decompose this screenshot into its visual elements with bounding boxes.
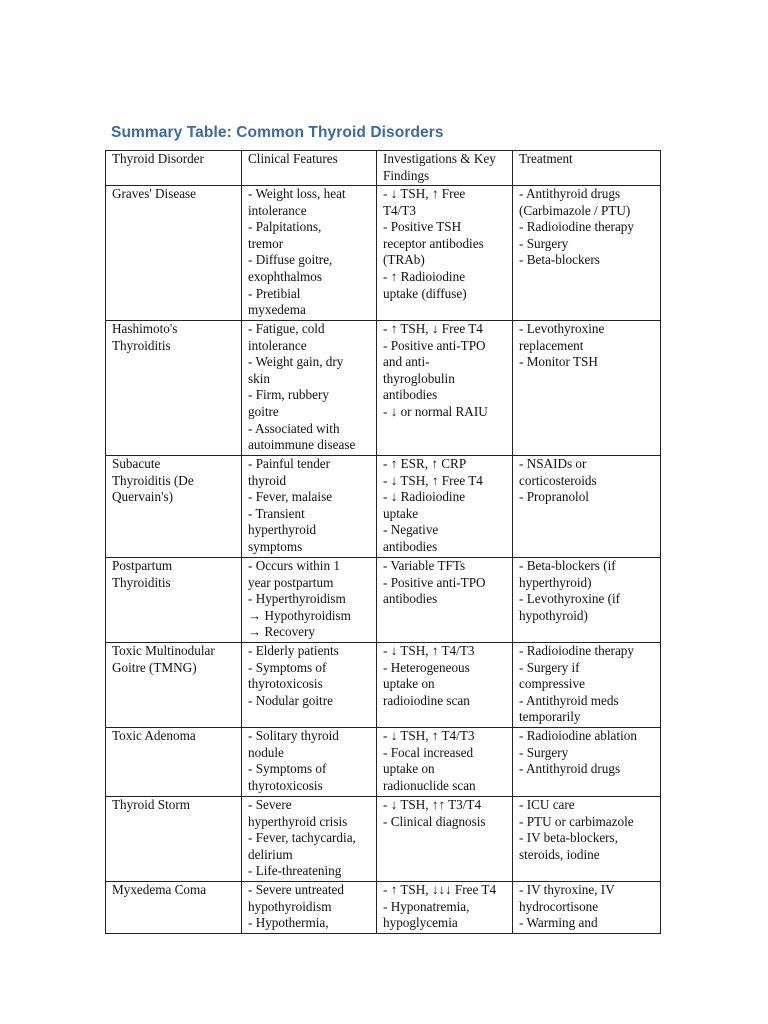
cell-line: - Positive anti-TPO [383,574,486,590]
cell-line: Findings [383,167,430,183]
cell-line: - Severe untreated [248,882,344,897]
cell-line: myxedema [248,302,306,318]
cell-line: - Symptoms of [248,761,327,777]
cell-disorder [106,456,242,558]
cell-line: - Variable TFTs [383,558,466,573]
cell-line: antibodies [383,387,438,403]
cell-investigations [377,882,513,934]
cell-line: - Antithyroid meds [519,692,619,708]
cell-line: Postpartum [112,558,173,573]
cell-line: Thyroid Storm [112,797,191,812]
cell-line: delirium [248,846,293,862]
cell-treatment [513,558,661,643]
cell-line: (TRAb) [383,252,425,268]
cell-line: replacement [519,337,584,353]
cell-line: T4/T3 [383,202,416,218]
cell-line: - Palpitations, [248,219,322,235]
cell-line: - Elderly patients [248,643,339,658]
cell-line: - PTU or carbimazole [519,813,634,829]
cell-line: thyroid [248,472,287,488]
cell-line: uptake (diffuse) [383,285,467,301]
cell-line: Toxic Adenoma [112,728,196,743]
cell-line: Myxedema Coma [112,882,207,897]
cell-line: - Nodular goitre [248,692,333,708]
table-row [106,456,661,558]
cell-line: antibodies [383,538,438,554]
cell-line: goitre [248,403,279,419]
table-body [106,186,661,934]
cell-line: temporarily [519,709,581,725]
cell-clinical-features [242,321,377,456]
cell-disorder [106,797,242,882]
cell-line: - Monitor TSH [519,354,598,370]
cell-line: year postpartum [248,574,334,590]
cell-line: - ↓ or normal RAIU [383,403,488,419]
cell-line: thyrotoxicosis [248,676,323,692]
cell-investigations [377,456,513,558]
cell-line: thyroglobulin [383,370,455,386]
cell-line: - ↓ TSH, ↑ Free [383,186,466,201]
cell-line: - Clinical diagnosis [383,813,486,829]
cell-line: - ↑ Radioiodine [383,268,466,284]
summary-table [105,150,661,934]
cell-investigations [377,186,513,321]
cell-line: - Positive TSH [383,219,462,235]
cell-line: tremor [248,235,284,251]
cell-line: - Surgery [519,744,569,760]
cell-treatment [513,321,661,456]
cell-treatment [513,456,661,558]
cell-line: nodule [248,744,284,760]
cell-line: - Fever, tachycardia, [248,830,356,846]
cell-line: Graves' Disease [112,186,197,201]
cell-line: exophthalmos [248,268,322,284]
cell-line: corticosteroids [519,472,597,488]
cell-line: Subacute [112,456,161,471]
cell-line: - Focal increased [383,744,474,760]
cell-line: skin [248,370,270,386]
cell-line: - ICU care [519,797,575,812]
header-disorder [106,151,242,186]
cell-line: - ↑ ESR, ↑ CRP [383,456,467,471]
cell-clinical-features [242,186,377,321]
cell-line: thyrotoxicosis [248,777,323,793]
cell-line: - Diffuse goitre, [248,252,333,268]
cell-line: - Warming and [519,915,598,931]
cell-line: - Weight gain, dry [248,354,344,370]
cell-line: Toxic Multinodular [112,643,215,658]
cell-line: - ↓ TSH, ↑ T4/T3 [383,643,475,658]
cell-line: - NSAIDs or [519,456,587,471]
cell-line: Investigations & Key [383,151,496,166]
cell-line: symptoms [248,538,303,554]
cell-line: - Fever, malaise [248,489,333,505]
cell-line: - Pretibial [248,285,301,301]
cell-line: - ↑ TSH, ↓↓↓ Free T4 [383,882,497,897]
cell-line: steroids, iodine [519,846,600,862]
cell-line: → Recovery [248,624,316,640]
table-row [106,321,661,456]
cell-line: - Hyponatremia, [383,898,470,914]
cell-line: - Antithyroid drugs [519,186,621,201]
cell-line: - Occurs within 1 [248,558,340,573]
cell-line: hyperthyroid [248,522,317,538]
cell-line: - Negative [383,522,439,538]
cell-line: - Severe [248,797,292,812]
cell-line: uptake on [383,676,435,692]
cell-line: intolerance [248,337,307,353]
cell-line: - Associated with [248,420,340,436]
cell-disorder [106,728,242,797]
cell-disorder [106,558,242,643]
cell-line: - Hypothermia, [248,915,329,931]
cell-line: - Antithyroid drugs [519,761,621,777]
header-row [106,151,661,186]
cell-clinical-features [242,728,377,797]
cell-line: hyperthyroid) [519,574,592,590]
cell-line: Thyroiditis [112,574,171,590]
cell-clinical-features [242,456,377,558]
cell-line: Thyroiditis (De [112,472,194,488]
table-row [106,797,661,882]
cell-line: radioiodine scan [383,692,470,708]
cell-line: - Propranolol [519,489,589,505]
cell-line: Quervain's) [112,489,173,505]
cell-line: - ↓ Radioiodine [383,489,466,505]
cell-line: - ↑ TSH, ↓ Free T4 [383,321,483,336]
cell-line: autoimmune disease [248,437,356,453]
cell-line: uptake [383,505,419,521]
cell-line: and anti- [383,354,430,370]
cell-line: hypoglycemia [383,915,458,931]
table-row [106,558,661,643]
table-row [106,728,661,797]
cell-treatment [513,728,661,797]
cell-line: - IV beta-blockers, [519,830,618,846]
cell-line: - Solitary thyroid [248,728,339,743]
cell-investigations [377,797,513,882]
cell-treatment [513,797,661,882]
cell-line: - Symptoms of [248,659,327,675]
cell-line: - Painful tender [248,456,331,471]
cell-line: Thyroiditis [112,337,171,353]
cell-line: - Beta-blockers [519,252,600,268]
header-treatment [513,151,661,186]
cell-line: (Carbimazole / PTU) [519,202,631,218]
cell-line: - Fatigue, cold [248,321,325,336]
cell-line: - ↓ TSH, ↑↑ T3/T4 [383,797,482,812]
cell-line: hyperthyroid crisis [248,813,348,829]
cell-line: hypothyroidism [248,898,332,914]
cell-line: - Positive anti-TPO [383,337,486,353]
cell-clinical-features [242,643,377,728]
table-row [106,882,661,934]
cell-line: - Radioiodine therapy [519,219,634,235]
cell-line: - Weight loss, heat [248,186,346,201]
cell-line: Treatment [519,151,573,166]
cell-line: - Surgery [519,235,569,251]
cell-line: - Hyperthyroidism [248,591,346,607]
header-clinical-features [242,151,377,186]
cell-line: intolerance [248,202,307,218]
cell-line: - Beta-blockers (if [519,558,616,573]
cell-line: uptake on [383,761,435,777]
cell-treatment [513,186,661,321]
cell-line: - Transient [248,505,305,521]
cell-investigations [377,643,513,728]
cell-treatment [513,643,661,728]
cell-line: receptor antibodies [383,235,484,251]
cell-disorder [106,321,242,456]
cell-line: Hashimoto's [112,321,178,336]
cell-line: antibodies [383,591,438,607]
cell-line: - Levothyroxine [519,321,605,336]
cell-investigations [377,728,513,797]
cell-line: - Levothyroxine (if [519,591,621,607]
cell-line: Clinical Features [248,151,338,166]
cell-line: - ↓ TSH, ↑ T4/T3 [383,728,475,743]
cell-line: radionuclide scan [383,777,476,793]
cell-disorder [106,882,242,934]
cell-investigations [377,558,513,643]
cell-line: - Radioiodine ablation [519,728,637,743]
cell-line: - Life-threatening [248,863,342,879]
cell-clinical-features [242,882,377,934]
cell-treatment [513,882,661,934]
cell-line: - Surgery if [519,659,580,675]
cell-line: hypothyroid) [519,607,588,623]
cell-disorder [106,186,242,321]
table-row [106,643,661,728]
table-header [106,151,661,186]
cell-line: - IV thyroxine, IV [519,882,615,897]
cell-line: Goitre (TMNG) [112,659,197,675]
cell-disorder [106,643,242,728]
header-investigations [377,151,513,186]
document-title: Summary Table: Common Thyroid Disorders [111,124,444,141]
cell-line: Thyroid Disorder [112,151,204,166]
cell-line: hydrocortisone [519,898,599,914]
cell-line: - ↓ TSH, ↑ Free T4 [383,472,483,488]
cell-line: - Radioiodine therapy [519,643,634,658]
cell-clinical-features [242,797,377,882]
cell-investigations [377,321,513,456]
cell-line: compressive [519,676,585,692]
cell-line: - Heterogeneous [383,659,470,675]
cell-line: - Firm, rubbery [248,387,329,403]
cell-clinical-features [242,558,377,643]
cell-line: → Hypothyroidism [248,607,351,623]
table-row [106,186,661,321]
